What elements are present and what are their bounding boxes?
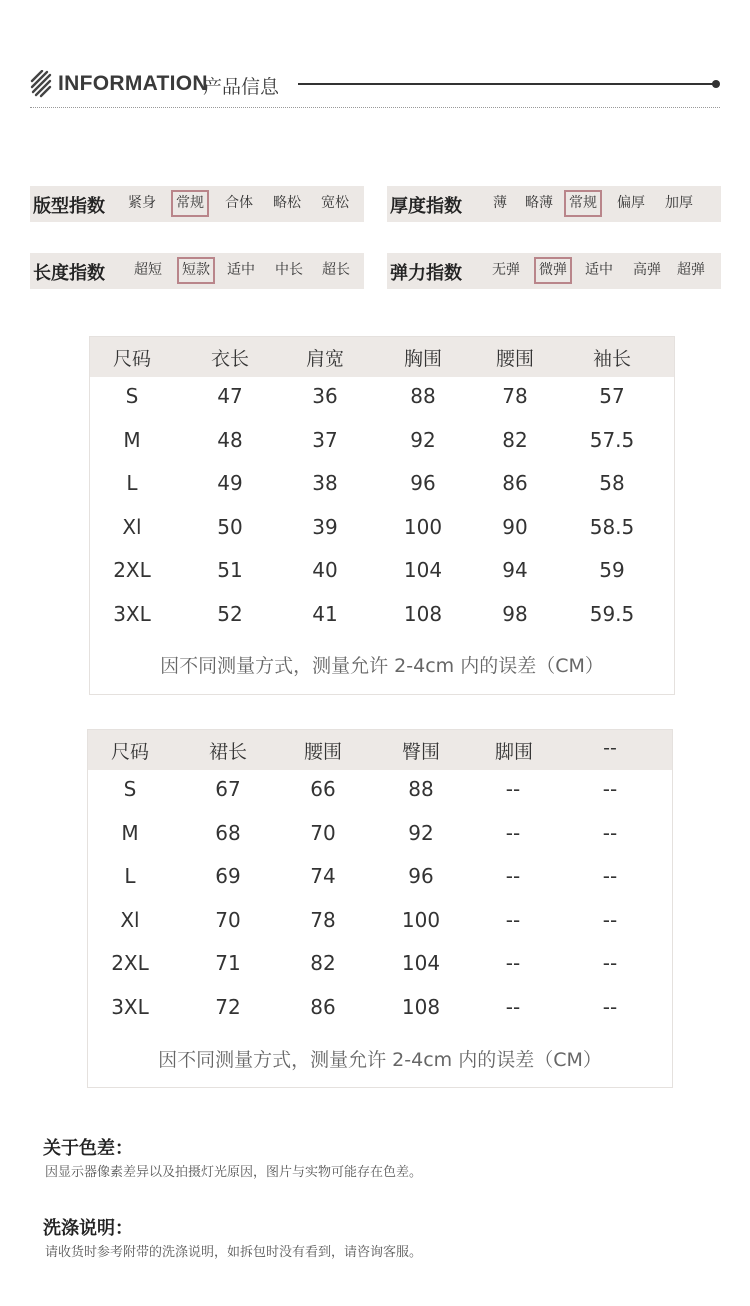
header-cell: 胸围 [403,348,442,370]
value-cell: 100 [403,514,443,539]
bottom-table-note: 因不同测量方式，测量允许 2-4cm 内的误差（CM） [158,1049,602,1071]
value-cell: 78 [502,384,528,408]
value-cell: 66 [310,777,336,801]
value-cell: 37 [312,427,338,452]
value-cell: 48 [217,427,243,452]
value-cell: -- [505,864,521,889]
size-cell: 3XL [113,602,151,626]
value-cell: 57.5 [589,427,635,452]
value-cell: 88 [410,384,436,408]
value-cell: 104 [401,951,441,976]
thickness-option: 略薄 [525,195,553,211]
thickness-index-label: 厚度指数 [390,196,462,217]
fit-index [30,186,364,222]
elasticity-option: 适中 [585,262,613,278]
value-cell: 52 [217,602,243,626]
value-cell: 74 [310,864,336,889]
header-cell: 尺码 [112,348,151,370]
value-cell: 82 [502,427,528,452]
header-cell: 腰围 [495,348,534,370]
value-cell: 70 [310,820,336,845]
elasticity-option: 超弹 [677,262,705,278]
value-cell: 90 [502,514,528,539]
header-cell: 脚围 [494,741,533,763]
length-option: 超短 [134,262,162,278]
value-cell: -- [505,995,521,1019]
color-note-body: 因显示器像素差异以及拍摄灯光原因，图片与实物可能存在色差。 [45,1165,423,1180]
size-cell: S [125,384,139,408]
stripes-logo-icon [30,70,52,98]
value-cell: -- [505,820,521,845]
length-option: 中长 [275,262,303,278]
length-option-selected: 短款 [177,257,215,284]
value-cell: 51 [217,558,243,583]
thickness-index [387,186,721,222]
value-cell: 108 [401,995,441,1019]
thickness-option: 加厚 [665,195,693,211]
size-cell: M [123,427,141,452]
elasticity-option: 无弹 [492,262,520,278]
value-cell: 38 [312,471,338,496]
value-cell: 96 [410,471,436,496]
header-cell: 衣长 [210,348,249,370]
top-table-note: 因不同测量方式，测量允许 2-4cm 内的误差（CM） [160,655,604,677]
thickness-option: 偏厚 [617,195,645,211]
thickness-option-selected: 常规 [564,190,602,217]
length-index [30,253,364,289]
value-cell: 104 [403,558,443,583]
section-header [30,68,720,108]
fit-option: 宽松 [321,195,349,211]
value-cell: 72 [215,995,241,1019]
value-cell: -- [602,777,618,801]
value-cell: 88 [408,777,434,801]
value-cell: 70 [215,907,241,932]
value-cell: 78 [310,907,336,932]
value-cell: 69 [215,864,241,889]
value-cell: 57 [599,384,625,408]
header-cell: 腰围 [303,741,342,763]
thickness-option: 薄 [493,195,507,211]
top-size-table [89,336,675,695]
elasticity-option-selected: 微弹 [534,257,572,284]
value-cell: 39 [312,514,338,539]
value-cell: -- [602,951,618,976]
elasticity-index-label: 弹力指数 [390,263,462,284]
value-cell: -- [505,907,521,932]
fit-option: 略松 [273,195,301,211]
top-table-header [90,337,674,377]
header-cell: 臀围 [401,741,440,763]
header-cell: 裙长 [208,741,247,763]
size-cell: L [126,471,138,496]
fit-index-label: 版型指数 [33,196,105,217]
size-cell: 3XL [111,995,149,1019]
value-cell: 82 [310,951,336,976]
value-cell: 100 [401,907,441,932]
value-cell: 59.5 [589,602,635,626]
wash-note-body: 请收货时参考附带的洗涤说明，如拆包时没有看到，请咨询客服。 [45,1245,423,1260]
length-option: 适中 [227,262,255,278]
value-cell: 59 [599,558,625,583]
value-cell: 58.5 [589,514,635,539]
bottom-size-table [87,729,673,1088]
fit-option: 紧身 [128,195,156,211]
value-cell: 41 [312,602,338,626]
size-cell: 2XL [111,951,149,976]
value-cell: 47 [217,384,243,408]
wash-note-title: 洗涤说明： [43,1218,133,1239]
header-cell: 袖长 [592,348,631,370]
value-cell: 49 [217,471,243,496]
size-cell: S [123,777,137,801]
fit-option-selected: 常规 [171,190,209,217]
header-title-cn: 产品信息 [203,76,280,98]
value-cell: 98 [502,602,528,626]
header-cell: -- [603,737,617,759]
header-rule-dot [712,80,720,88]
value-cell: -- [505,777,521,801]
value-cell: 58 [599,471,625,496]
fit-option: 合体 [225,195,253,211]
value-cell: 68 [215,820,241,845]
value-cell: 94 [502,558,528,583]
header-title-en: INFORMATION [58,72,208,95]
value-cell: 67 [215,777,241,801]
bottom-table-header [88,730,672,770]
value-cell: 86 [310,995,336,1019]
size-cell: Xl [122,514,142,539]
value-cell: -- [602,907,618,932]
elasticity-option: 高弹 [633,262,661,278]
value-cell: -- [602,864,618,889]
value-cell: 96 [408,864,434,889]
value-cell: 92 [408,820,434,845]
value-cell: -- [505,951,521,976]
size-cell: M [121,820,139,845]
length-index-label: 长度指数 [33,263,105,284]
value-cell: 92 [410,427,436,452]
value-cell: -- [602,995,618,1019]
size-cell: Xl [120,907,140,932]
value-cell: 71 [215,951,241,976]
value-cell: 50 [217,514,243,539]
value-cell: 40 [312,558,338,583]
header-divider [30,107,720,108]
header-cell: 尺码 [110,741,149,763]
value-cell: 36 [312,384,338,408]
size-cell: 2XL [113,558,151,583]
length-option: 超长 [322,262,350,278]
value-cell: -- [602,820,618,845]
value-cell: 108 [403,602,443,626]
header-cell: 肩宽 [305,348,344,370]
value-cell: 86 [502,471,528,496]
elasticity-index [387,253,721,289]
color-note-title: 关于色差： [43,1138,133,1159]
header-rule [298,83,714,85]
size-cell: L [124,864,136,889]
